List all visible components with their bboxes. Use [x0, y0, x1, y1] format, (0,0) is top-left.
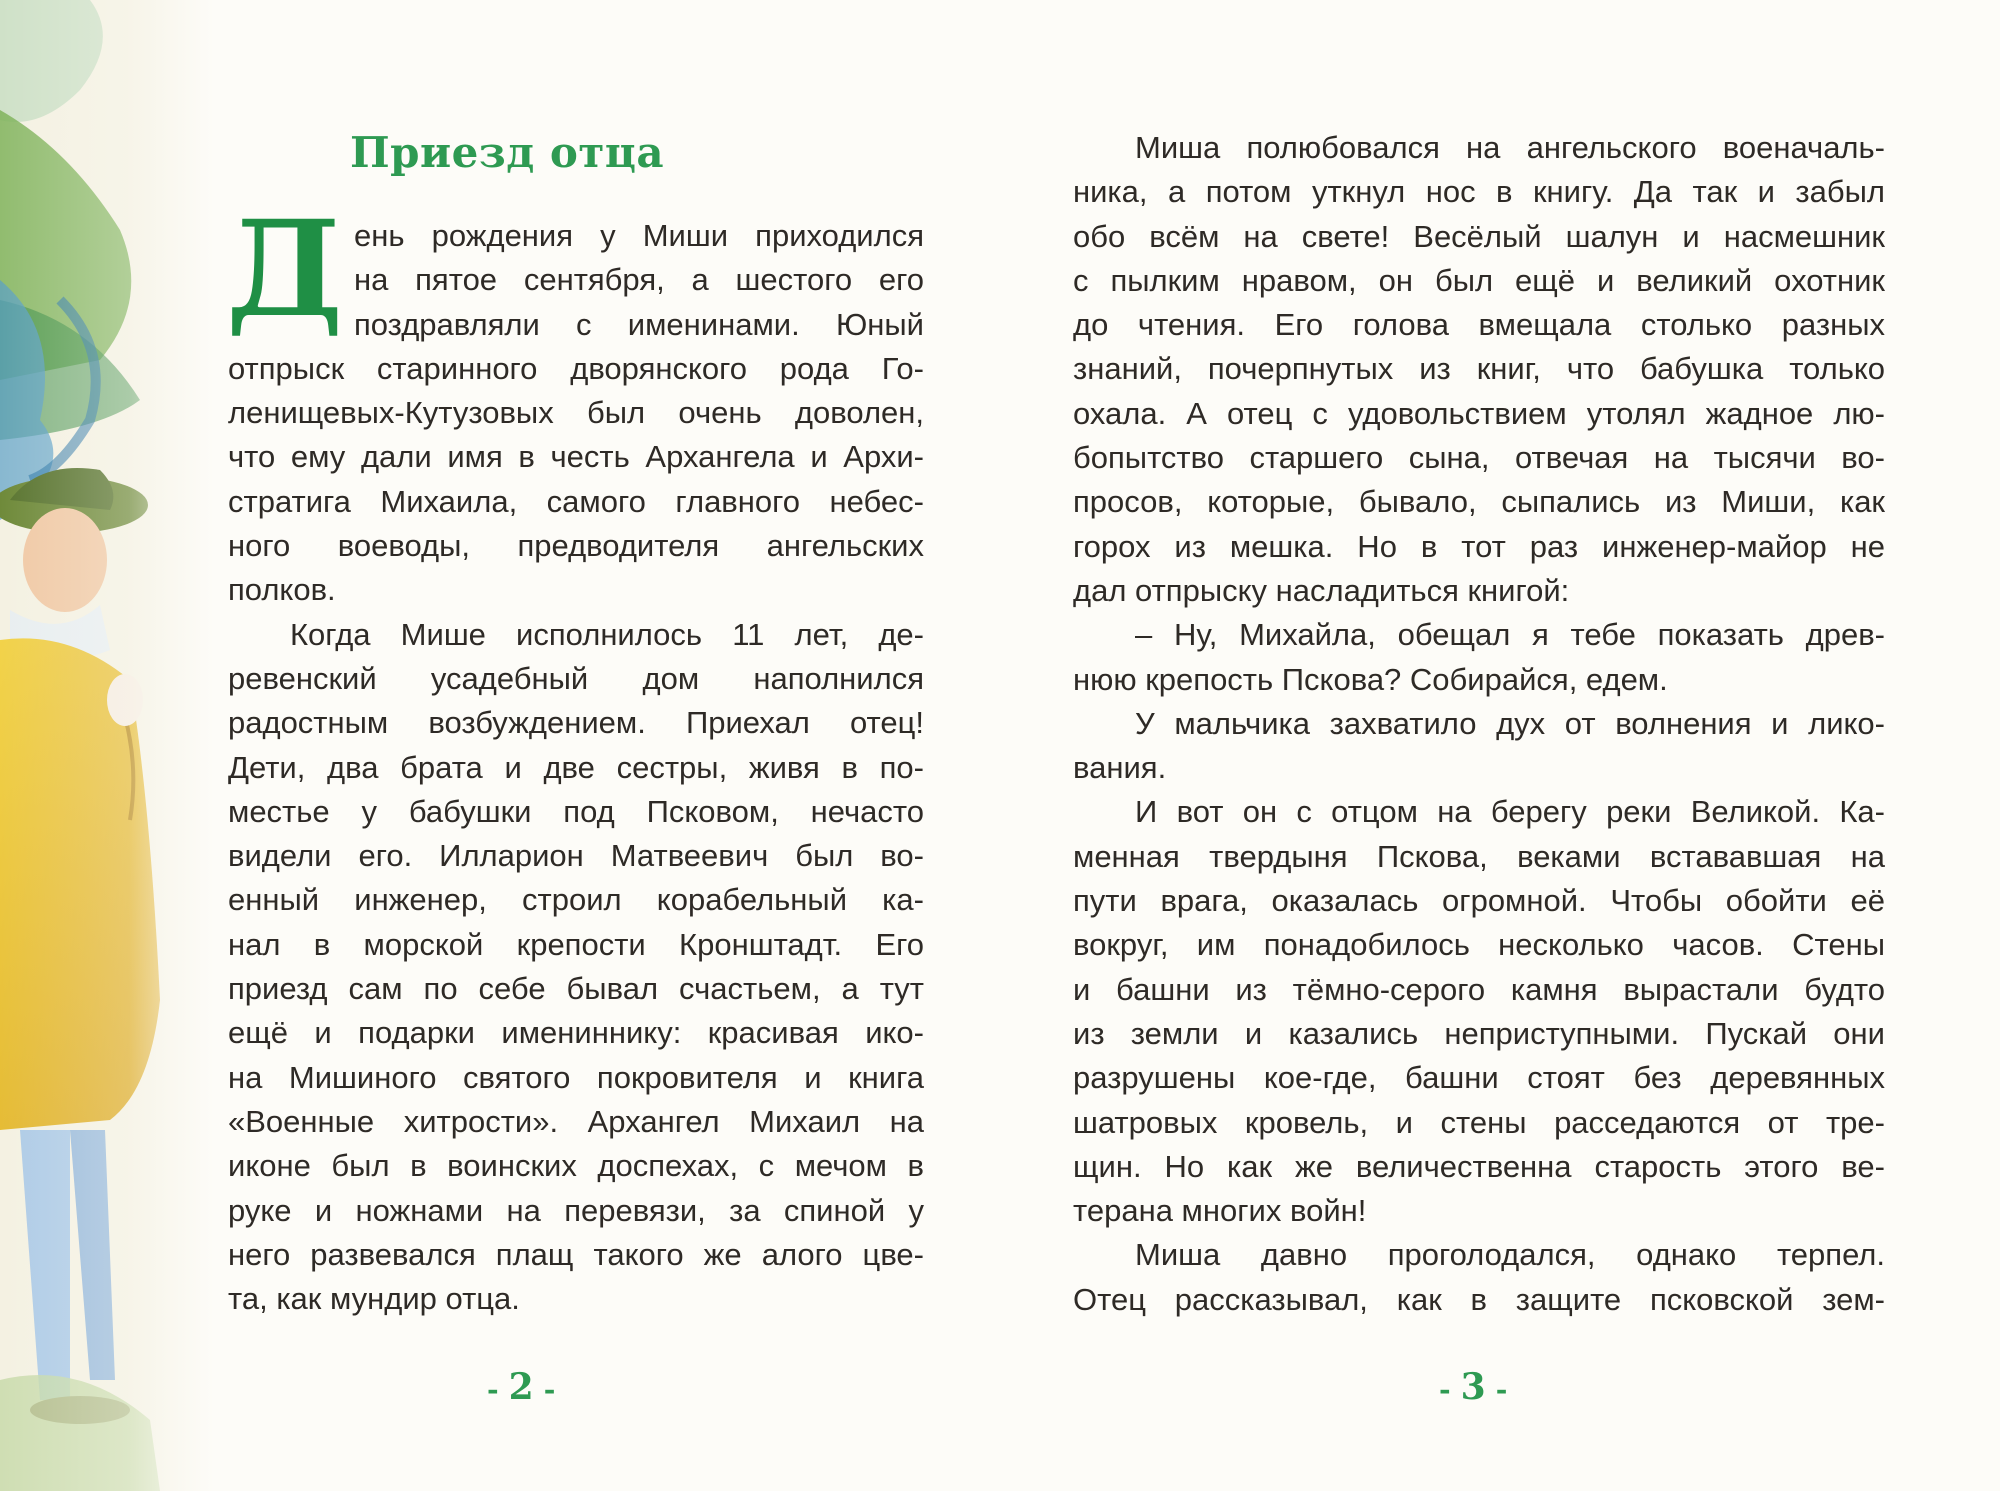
text-line: щин. Но как же величественна старость этого ве-	[1073, 1148, 1885, 1184]
paragraph-r3	[1073, 702, 1885, 791]
text-line: охала. А отец с удовольствием утолял жадное лю-	[1073, 395, 1885, 431]
text-line: отпрыск старинного дворянского рода Го-	[228, 350, 924, 386]
text-line: приезд сам по себе бывал счастьем, а тут	[228, 971, 924, 1007]
text-line: ревенский усадебный дом наполнился	[228, 660, 924, 696]
paragraph-2	[228, 613, 924, 1322]
dropcap-letter: Д	[226, 192, 344, 347]
text-line: Отец рассказывал, как в защите псковской зем-	[1073, 1281, 1885, 1317]
text-line: ещё и подарки имениннику: красивая ико-	[228, 1015, 924, 1051]
text-line: менная твердыня Пскова, веками встававшая на	[1073, 838, 1885, 874]
text-line: просов, которые, бывало, сыпались из Миши, как	[1073, 484, 1885, 520]
text-line: Когда Мише исполнилось 11 лет, де-	[290, 616, 924, 652]
text-line: та, как мундир отца.	[228, 1281, 520, 1317]
text-line: Миша давно проголодался, однако терпел.	[1135, 1237, 1885, 1273]
text-line: до чтения. Его голова вмещала столько разных	[1073, 307, 1885, 343]
text-line: горох из мешка. Но в тот раз инженер-майор не	[1073, 528, 1885, 564]
text-line: него развевался плащ такого же алого цве-	[228, 1236, 924, 1272]
page-number-left	[477, 1366, 565, 1408]
page-number-value: 2	[508, 1366, 534, 1408]
paragraph-r2	[1073, 613, 1885, 702]
page-number-dash: -	[487, 1373, 499, 1406]
illustration-boy-in-yellow-coat	[0, 0, 215, 1491]
page-number-dash: -	[543, 1373, 556, 1406]
paragraph-r1	[1073, 126, 1885, 613]
text-line: Миша полюбовался на ангельского военачаль-	[1135, 130, 1885, 165]
text-line: радостным возбуждением. Приехал отец!	[228, 705, 924, 741]
text-line: что ему дали имя в честь Архангела и Архи-	[228, 439, 924, 475]
text-line: местье у бабушки под Псковом, нечасто	[228, 793, 924, 829]
paragraph-1-cont	[228, 347, 924, 613]
text-line: енный инженер, строил корабельный ка-	[228, 882, 924, 918]
text-line: обо всём на свете! Весёлый шалун и насмешник	[1073, 218, 1885, 254]
text-line: ень рождения у Миши приходился	[354, 218, 924, 253]
page-number-dash: -	[1495, 1373, 1508, 1406]
text-line: на пятое сентября, а шестого его	[354, 262, 924, 298]
paragraph-r5	[1073, 1233, 1885, 1322]
text-line: терана многих войн!	[1073, 1193, 1367, 1229]
text-line: бопытство старшего сына, отвечая на тысячи во-	[1073, 440, 1885, 476]
text-line: на Мишиного святого покровителя и книга	[228, 1059, 924, 1095]
text-line: видели его. Илларион Матвеевич был во-	[228, 838, 924, 874]
text-line: руке и ножнами на перевязи, за спиной у	[228, 1192, 924, 1228]
text-line: стратига Михаила, самого главного небес-	[228, 483, 924, 519]
text-line: иконе был в воинских доспехах, с мечом в	[228, 1148, 924, 1184]
left-page-text	[228, 214, 924, 1321]
text-line: нал в морской крепости Кронштадт. Его	[228, 926, 924, 962]
paragraph-r4	[1073, 790, 1885, 1233]
text-line: ленищевых-Кутузовых был очень доволен,	[228, 395, 924, 431]
text-line: И вот он с отцом на берегу реки Великой. Ка-	[1135, 794, 1885, 830]
text-line: из земли и казались неприступными. Пускай они	[1073, 1015, 1885, 1051]
text-line: знаний, почерпнутых из книг, что бабушка только	[1073, 351, 1885, 387]
page-number-value: 3	[1460, 1366, 1486, 1408]
text-line: шатровых кровель, и стены расседаются от тре-	[1073, 1104, 1885, 1140]
text-line: вокруг, им понадобилось несколько часов. Стены	[1073, 927, 1885, 963]
text-line: ника, а потом уткнул нос в книгу. Да так и забыл	[1073, 174, 1885, 210]
text-line: дал отпрыску насладиться книгой:	[1073, 572, 1570, 608]
text-line: – Ну, Михайла, обещал я тебе показать древ-	[1135, 617, 1885, 653]
text-line: ного воеводы, предводителя ангельских	[228, 528, 924, 564]
text-line: полков.	[228, 572, 336, 608]
text-line: У мальчика захватило дух от волнения и лико-	[1135, 705, 1885, 741]
chapter-title: Приезд отца	[350, 128, 665, 177]
paragraph-1	[228, 214, 924, 347]
right-page-text	[1073, 126, 1885, 1322]
text-line: пути врага, оказалась огромной. Чтобы обойти её	[1073, 883, 1885, 919]
text-line: вания.	[1073, 750, 1167, 786]
page-number-right	[1429, 1366, 1517, 1408]
page-number-dash: -	[1439, 1373, 1451, 1406]
text-line: нюю крепость Пскова? Собирайся, едем.	[1073, 661, 1668, 697]
text-line: Дети, два брата и две сестры, живя в по-	[228, 749, 924, 785]
text-line: и башни из тёмно-серого камня вырастали будто	[1073, 971, 1885, 1007]
text-line: разрушены кое-где, башни стоят без деревянных	[1073, 1060, 1885, 1096]
text-line: «Военные хитрости». Архангел Михаил на	[228, 1103, 924, 1139]
text-line: с пылким нравом, он был ещё и великий охотник	[1073, 262, 1885, 298]
text-line: поздравляли с именинами. Юный	[354, 306, 924, 342]
